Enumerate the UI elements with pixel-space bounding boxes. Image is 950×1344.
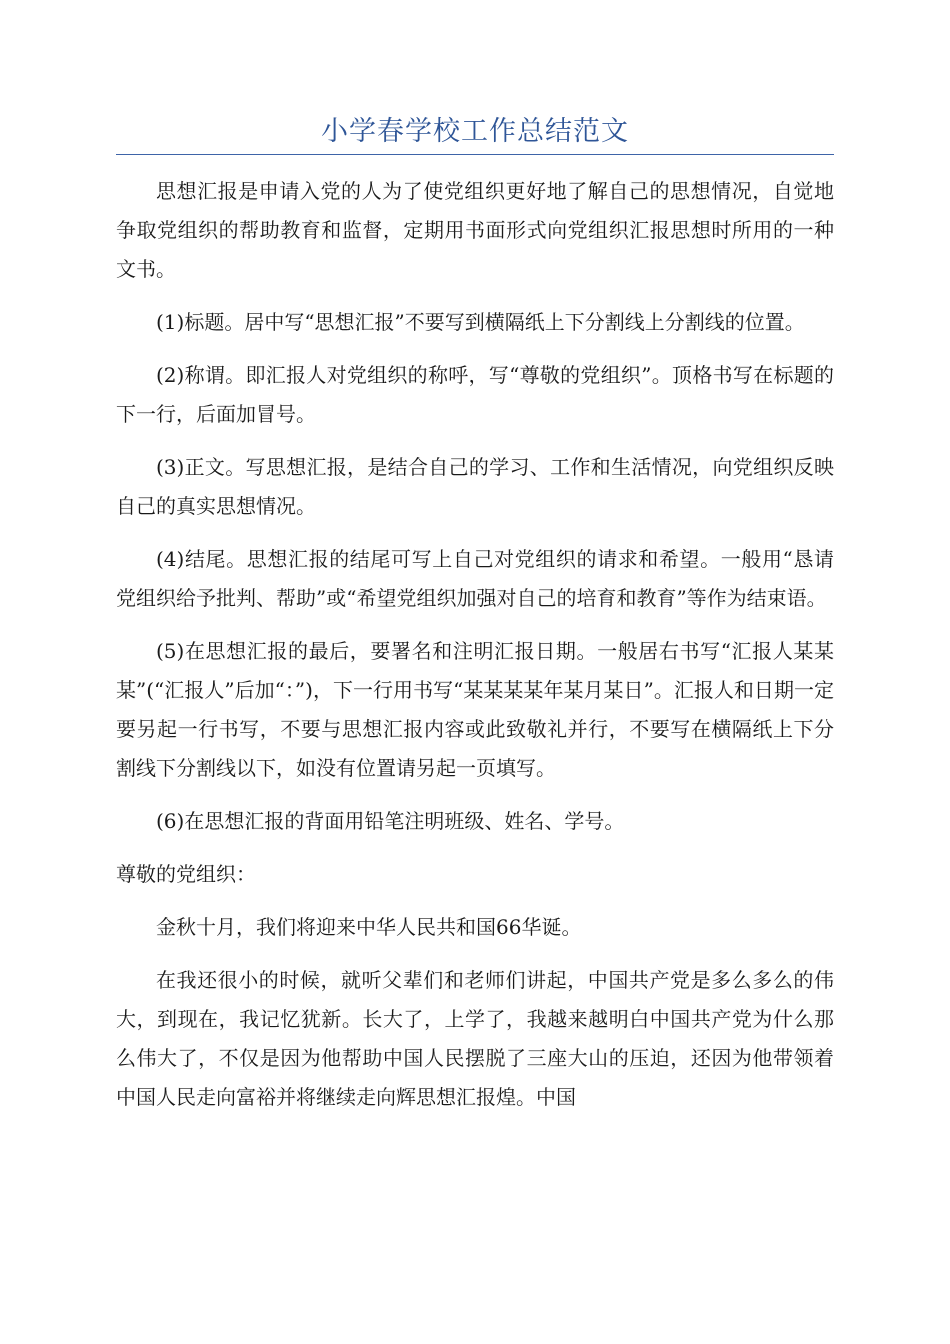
paragraph-item-3: (3)正文。写思想汇报，是结合自己的学习、工作和生活情况，向党组织反映自己的真实思想情况。: [116, 455, 834, 518]
title-underline: [116, 154, 834, 155]
salutation: 尊敬的党组织：: [116, 862, 256, 886]
paragraph-item-5: (5)在思想汇报的最后，要署名和注明汇报日期。一般居右书写“汇报人某某某”(“汇报人”后加“：”)，下一行用书写“某某某某年某月某日”。汇报人和日期一定要另起一行书写，不要与思想汇报内容或此致敬礼并行，不要写在横隔纸上下分割线下分割线以下，如没有位置请另起一页填写。: [116, 639, 834, 780]
document-title: 小学春学校工作总结范文: [321, 116, 629, 147]
paragraph-item-1: (1)标题。居中写“思想汇报”不要写到横隔纸上下分割线上分割线的位置。: [156, 310, 805, 334]
paragraph-item-6: (6)在思想汇报的背面用铅笔注明班级、姓名、学号。: [156, 809, 625, 833]
paragraph-item-2: (2)称谓。即汇报人对党组织的称呼，写“尊敬的党组织”。顶格书写在标题的下一行，后面加冒号。: [116, 363, 834, 426]
paragraph-item-4: (4)结尾。思想汇报的结尾可写上自己对党组织的请求和希望。一般用“恳请党组织给予批判、帮助”或“希望党组织加强对自己的培育和教育”等作为结束语。: [116, 547, 834, 610]
paragraph-anniversary: 金秋十月，我们将迎来中华人民共和国66华诞。: [156, 915, 582, 939]
document-body: [116, 172, 834, 1131]
paragraph-intro: 思想汇报是申请入党的人为了使党组织更好地了解自己的思想情况，自觉地争取党组织的帮助教育和监督，定期用书面形式向党组织汇报思想时所用的一种文书。: [116, 179, 834, 281]
paragraph-memory: 在我还很小的时候，就听父辈们和老师们讲起，中国共产党是多么多么的伟大，到现在，我记忆犹新。长大了，上学了，我越来越明白中国共产党为什么那么伟大了，不仅是因为他帮助中国人民摆脱了三座大山的压迫，还因为他带领着中国人民走向富裕并将继续走向辉思想汇报煌。中国: [116, 968, 834, 1109]
